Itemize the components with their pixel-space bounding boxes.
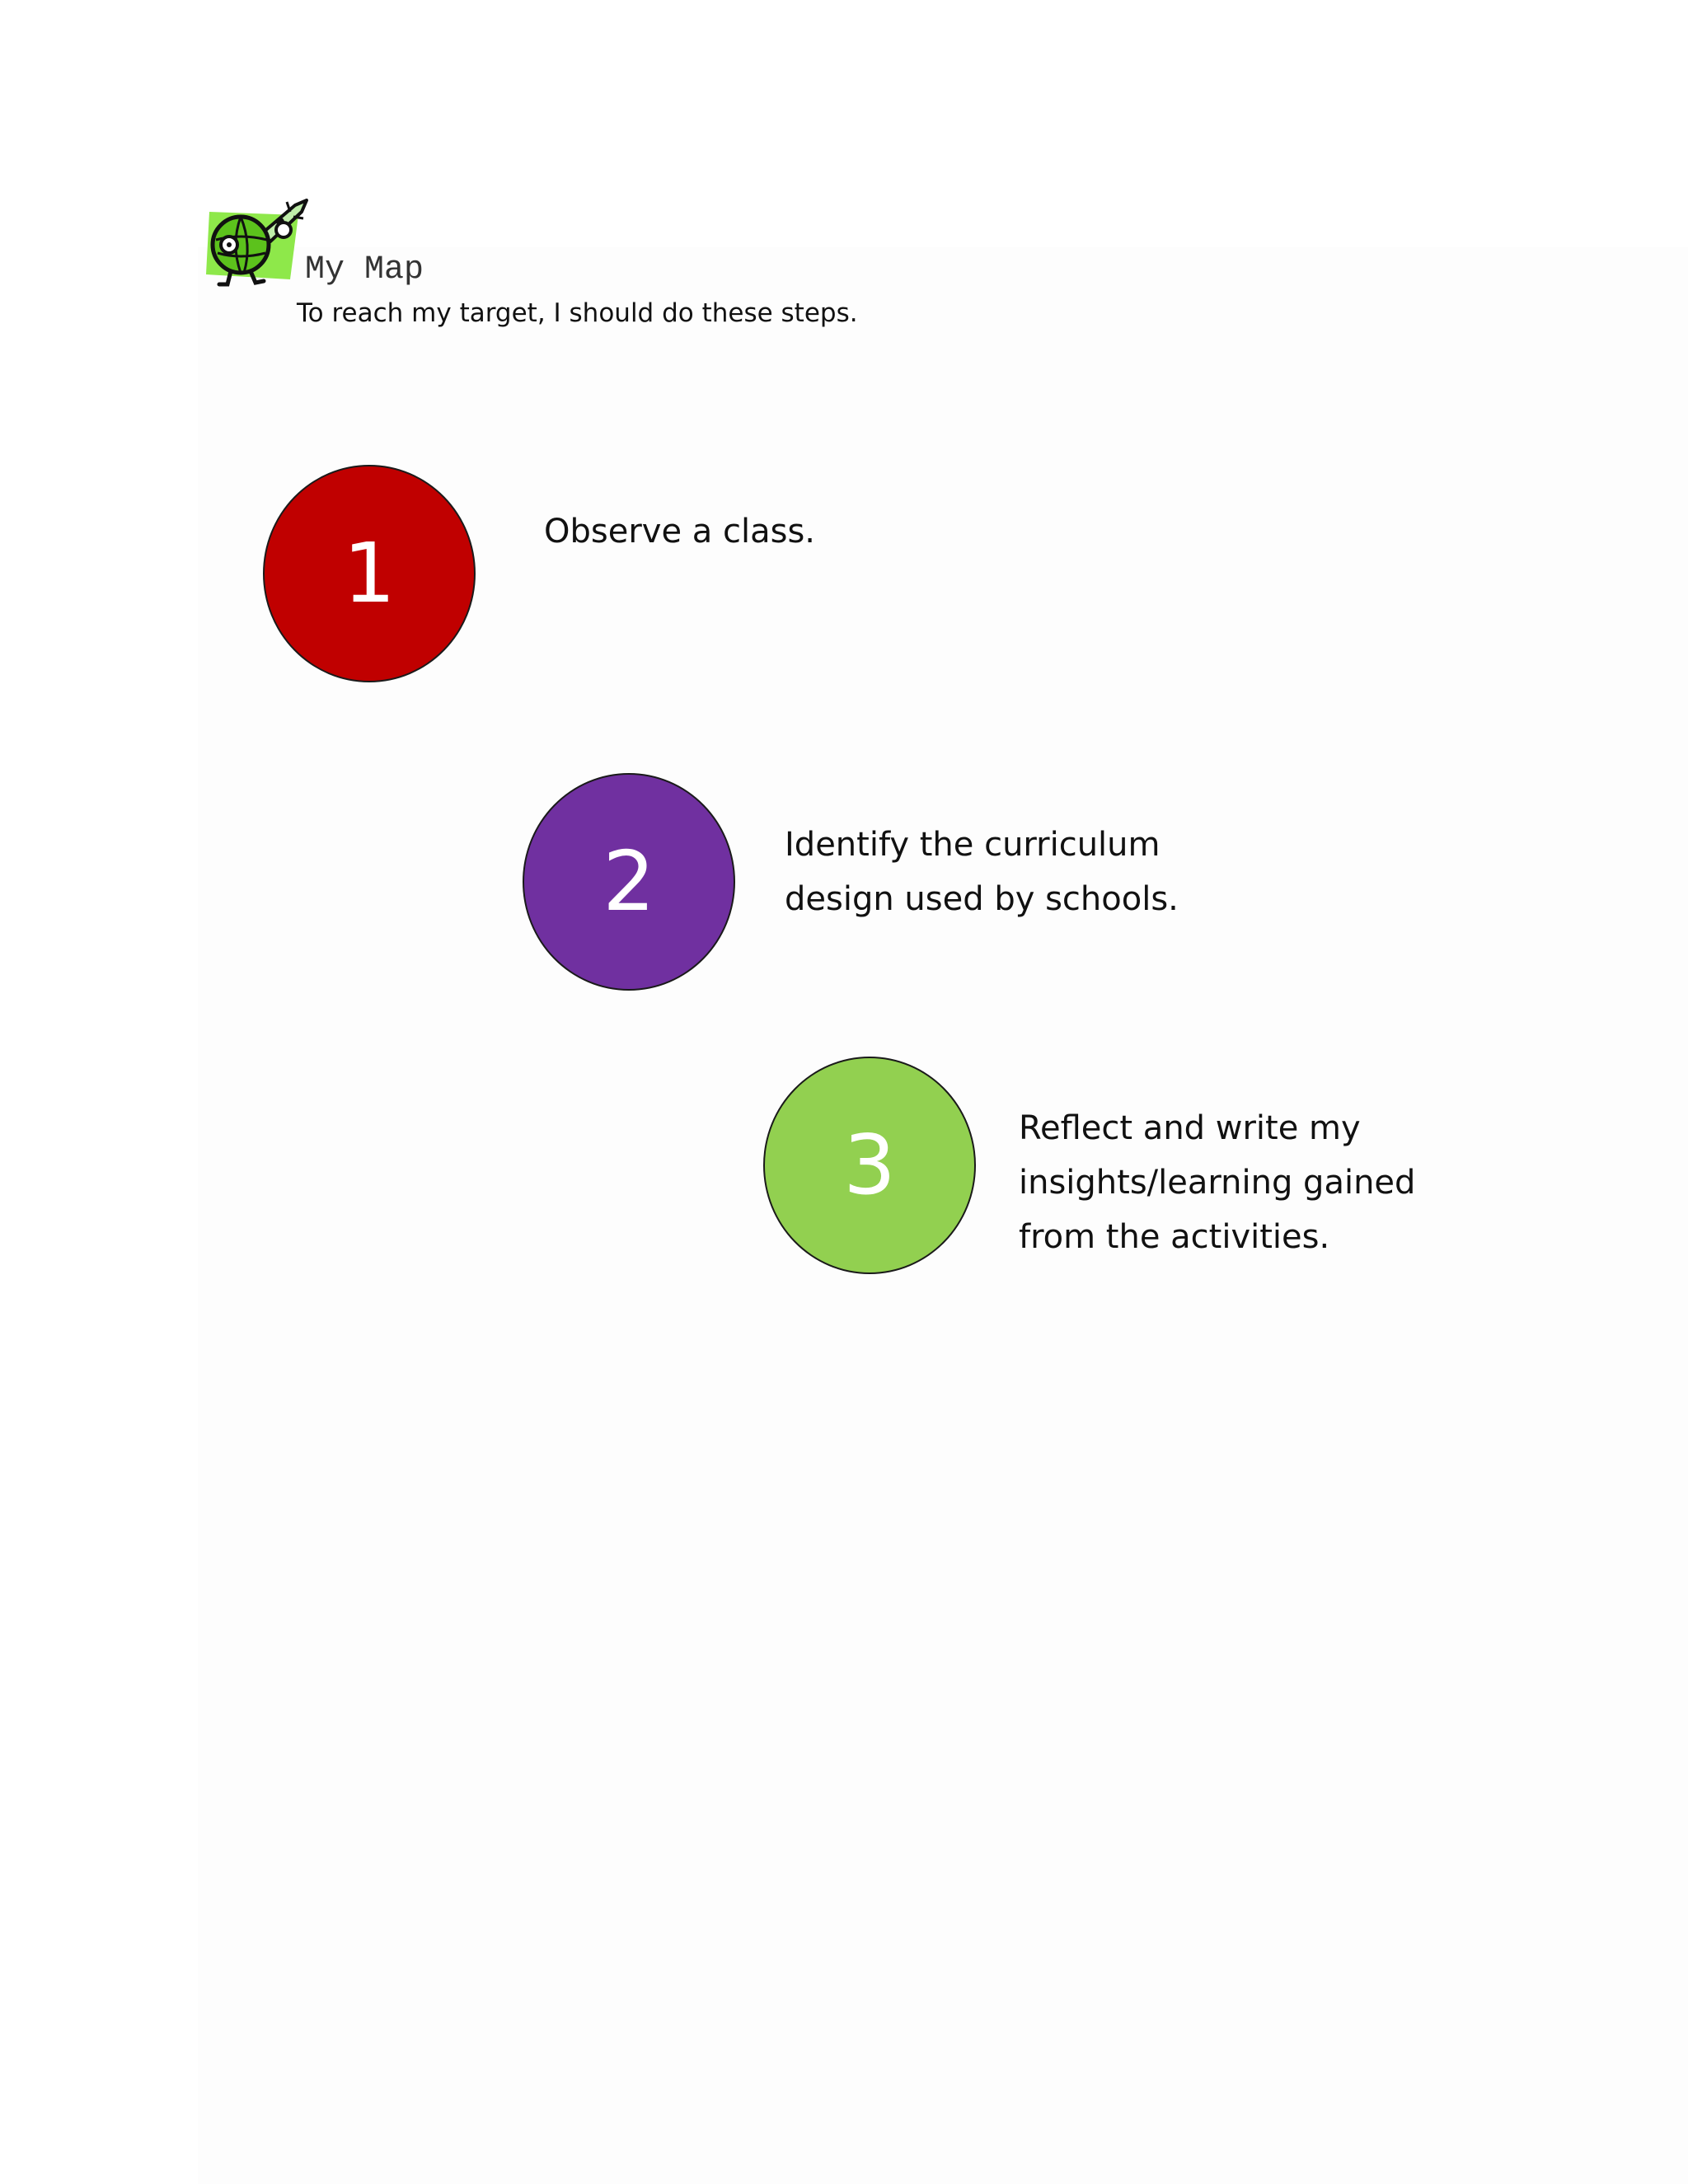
- step-2-circle: [523, 773, 735, 991]
- step-2-text: Identify the curriculum design used by schools.: [785, 826, 1179, 918]
- step-1-circle: [263, 465, 476, 682]
- page-subtitle: To reach my target, I should do these steps.: [297, 298, 858, 328]
- step-2-number: 2: [603, 833, 655, 930]
- globe-rocket-icon: [198, 194, 313, 293]
- step-3-text: Reflect and write my insights/learning gained from the activities.: [1019, 1109, 1416, 1256]
- step-1-text: Observe a class.: [544, 513, 816, 551]
- page-title: My Map: [305, 251, 424, 288]
- step-3-circle: [763, 1057, 976, 1274]
- step-1-number: 1: [343, 525, 396, 621]
- step-3-number: 3: [843, 1117, 896, 1213]
